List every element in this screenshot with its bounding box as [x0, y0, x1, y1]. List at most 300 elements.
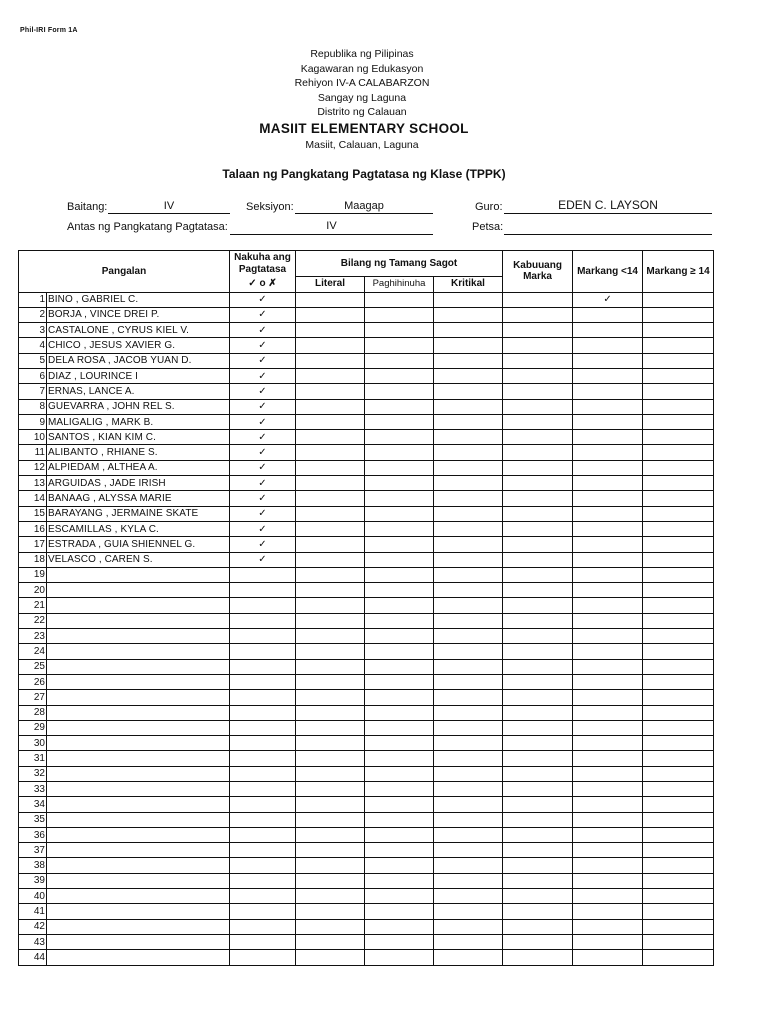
literal-cell: [296, 537, 365, 552]
literal-cell: [296, 613, 365, 628]
paghihinuha-cell: [365, 919, 434, 934]
col-nakuha-sub: ✓ o ✗: [230, 276, 296, 292]
literal-cell: [296, 491, 365, 506]
guro-label: Guro:: [475, 201, 503, 213]
markang-lt14-cell: [573, 736, 643, 751]
table-row: [19, 445, 714, 460]
student-name: [47, 827, 230, 842]
school-address: Masiit, Calauan, Laguna: [305, 139, 419, 151]
kabuuang-cell: [503, 690, 573, 705]
nakuha-cell: [230, 690, 296, 705]
row-number: 8: [19, 399, 47, 414]
antas-line: [230, 234, 433, 235]
guro-line: [504, 213, 712, 214]
petsa-label: Petsa:: [472, 221, 504, 233]
row-number: 4: [19, 338, 47, 353]
student-name: [47, 889, 230, 904]
student-name: [47, 613, 230, 628]
table-row: [19, 430, 714, 445]
table-row: [19, 843, 714, 858]
student-name: DIAZ , LOURINCE I: [47, 368, 230, 383]
literal-cell: [296, 812, 365, 827]
markang-lt14-cell: [573, 537, 643, 552]
markang-lt14-cell: [573, 674, 643, 689]
literal-cell: [296, 414, 365, 429]
literal-cell: [296, 476, 365, 491]
table-row: [19, 919, 714, 934]
table-row: [19, 797, 714, 812]
row-number: 20: [19, 583, 47, 598]
kabuuang-cell: [503, 797, 573, 812]
kabuuang-cell: [503, 476, 573, 491]
kabuuang-cell: [503, 552, 573, 567]
markang-ge14-cell: [643, 812, 714, 827]
literal-cell: [296, 399, 365, 414]
table-row: [19, 613, 714, 628]
row-number: 1: [19, 292, 47, 307]
student-name: [47, 629, 230, 644]
table-row: [19, 736, 714, 751]
table-row: [19, 827, 714, 842]
kabuuang-cell: [503, 445, 573, 460]
kritikal-cell: [434, 904, 503, 919]
table-row: [19, 904, 714, 919]
markang-ge14-cell: [643, 552, 714, 567]
kritikal-cell: [434, 552, 503, 567]
markang-lt14-cell: [573, 414, 643, 429]
table-row: [19, 889, 714, 904]
row-number: 5: [19, 353, 47, 368]
literal-cell: [296, 384, 365, 399]
student-name: DELA ROSA , JACOB YUAN D.: [47, 353, 230, 368]
kabuuang-cell: [503, 736, 573, 751]
markang-lt14-cell: [573, 384, 643, 399]
markang-lt14-cell: [573, 644, 643, 659]
literal-cell: [296, 720, 365, 735]
antas-label: Antas ng Pangkatang Pagtatasa:: [67, 221, 228, 233]
literal-cell: [296, 827, 365, 842]
header-line-kagawaran: Kagawaran ng Edukasyon: [300, 62, 424, 75]
kritikal-cell: [434, 613, 503, 628]
markang-lt14-cell: [573, 368, 643, 383]
table-row: [19, 537, 714, 552]
literal-cell: [296, 919, 365, 934]
markang-lt14-cell: [573, 323, 643, 338]
student-name: BORJA , VINCE DREI P.: [47, 307, 230, 322]
col-pangalan: Pangalan: [19, 251, 230, 293]
student-name: ESCAMILLAS , KYLA C.: [47, 521, 230, 536]
markang-lt14-cell: [573, 445, 643, 460]
literal-cell: [296, 843, 365, 858]
markang-ge14-cell: [643, 827, 714, 842]
kritikal-cell: [434, 353, 503, 368]
markang-ge14-cell: [643, 858, 714, 873]
literal-cell: [296, 430, 365, 445]
paghihinuha-cell: [365, 430, 434, 445]
student-name: [47, 904, 230, 919]
markang-lt14-cell: [573, 873, 643, 888]
kritikal-cell: [434, 414, 503, 429]
kritikal-cell: [434, 445, 503, 460]
row-number: 39: [19, 873, 47, 888]
kritikal-cell: [434, 460, 503, 475]
markang-lt14-cell: [573, 858, 643, 873]
markang-lt14-cell: [573, 353, 643, 368]
kabuuang-cell: [503, 934, 573, 949]
paghihinuha-cell: [365, 598, 434, 613]
row-number: 25: [19, 659, 47, 674]
markang-lt14-cell: [573, 613, 643, 628]
table-row: [19, 506, 714, 521]
markang-lt14-cell: [573, 521, 643, 536]
kritikal-cell: [434, 506, 503, 521]
nakuha-cell: ✓: [230, 445, 296, 460]
kritikal-cell: [434, 476, 503, 491]
tppk-table: [18, 250, 714, 966]
row-number: 28: [19, 705, 47, 720]
kabuuang-cell: [503, 889, 573, 904]
row-number: 15: [19, 506, 47, 521]
nakuha-cell: [230, 782, 296, 797]
student-name: [47, 950, 230, 965]
table-row: [19, 414, 714, 429]
paghihinuha-cell: [365, 674, 434, 689]
paghihinuha-cell: [365, 292, 434, 307]
markang-ge14-cell: [643, 598, 714, 613]
header-line-republika: Republika ng Pilipinas: [310, 48, 414, 60]
markang-ge14-cell: [643, 506, 714, 521]
kritikal-cell: [434, 812, 503, 827]
markang-lt14-cell: [573, 797, 643, 812]
nakuha-cell: [230, 919, 296, 934]
nakuha-cell: ✓: [230, 323, 296, 338]
literal-cell: [296, 629, 365, 644]
markang-ge14-cell: [643, 537, 714, 552]
col-bilang: Bilang ng Tamang Sagot: [296, 251, 503, 277]
markang-ge14-cell: [643, 705, 714, 720]
literal-cell: [296, 353, 365, 368]
row-number: 14: [19, 491, 47, 506]
paghihinuha-cell: [365, 613, 434, 628]
kabuuang-cell: [503, 782, 573, 797]
markang-lt14-cell: [573, 460, 643, 475]
markang-lt14-cell: [573, 567, 643, 582]
kabuuang-cell: [503, 491, 573, 506]
paghihinuha-cell: [365, 567, 434, 582]
markang-ge14-cell: [643, 353, 714, 368]
literal-cell: [296, 934, 365, 949]
student-name: SANTOS , KIAN KIM C.: [47, 430, 230, 445]
paghihinuha-cell: [365, 889, 434, 904]
row-number: 43: [19, 934, 47, 949]
school-name: MASIIT ELEMENTARY SCHOOL: [259, 121, 469, 136]
markang-ge14-cell: [643, 414, 714, 429]
kritikal-cell: [434, 644, 503, 659]
nakuha-cell: [230, 644, 296, 659]
form-title: Talaan ng Pangkatang Pagtatasa ng Klase (TPPK): [222, 167, 506, 181]
student-name: MALIGALIG , MARK B.: [47, 414, 230, 429]
markang-ge14-cell: [643, 384, 714, 399]
student-name: CHICO , JESUS XAVIER G.: [47, 338, 230, 353]
paghihinuha-cell: [365, 782, 434, 797]
markang-ge14-cell: [643, 720, 714, 735]
table-row: [19, 934, 714, 949]
table-row: [19, 323, 714, 338]
kritikal-cell: [434, 292, 503, 307]
kritikal-cell: [434, 782, 503, 797]
markang-ge14-cell: [643, 904, 714, 919]
markang-lt14-cell: [573, 430, 643, 445]
header-line-rehiyon: Rehiyon IV-A CALABARZON: [294, 77, 430, 89]
literal-cell: [296, 858, 365, 873]
paghihinuha-cell: [365, 766, 434, 781]
literal-cell: [296, 521, 365, 536]
paghihinuha-cell: [365, 904, 434, 919]
kabuuang-cell: [503, 705, 573, 720]
kritikal-cell: [434, 323, 503, 338]
row-number: 44: [19, 950, 47, 965]
col-literal: Literal: [296, 276, 365, 292]
nakuha-cell: [230, 583, 296, 598]
table-row: [19, 644, 714, 659]
literal-cell: [296, 583, 365, 598]
markang-ge14-cell: [643, 399, 714, 414]
table-row: [19, 766, 714, 781]
table-row: [19, 460, 714, 475]
table-row: [19, 521, 714, 536]
row-number: 30: [19, 736, 47, 751]
literal-cell: [296, 567, 365, 582]
markang-lt14-cell: [573, 720, 643, 735]
markang-lt14-cell: [573, 690, 643, 705]
seksiyon-label: Seksiyon:: [246, 201, 294, 213]
kabuuang-cell: [503, 567, 573, 582]
col-paghihinuha: Paghihinuha: [365, 276, 434, 292]
kabuuang-cell: [503, 919, 573, 934]
student-name: BINO , GABRIEL C.: [47, 292, 230, 307]
markang-ge14-cell: [643, 567, 714, 582]
paghihinuha-cell: [365, 705, 434, 720]
nakuha-cell: ✓: [230, 353, 296, 368]
kritikal-cell: [434, 843, 503, 858]
kabuuang-cell: [503, 873, 573, 888]
kabuuang-cell: [503, 858, 573, 873]
kritikal-cell: [434, 690, 503, 705]
markang-ge14-cell: [643, 338, 714, 353]
seksiyon-line: [295, 213, 433, 214]
student-name: ESTRADA , GUIA SHIENNEL G.: [47, 537, 230, 552]
row-number: 6: [19, 368, 47, 383]
table-row: [19, 720, 714, 735]
student-name: [47, 674, 230, 689]
nakuha-cell: [230, 889, 296, 904]
row-number: 26: [19, 674, 47, 689]
kritikal-cell: [434, 629, 503, 644]
kabuuang-cell: [503, 766, 573, 781]
student-name: VELASCO , CAREN S.: [47, 552, 230, 567]
nakuha-cell: [230, 797, 296, 812]
literal-cell: [296, 659, 365, 674]
paghihinuha-cell: [365, 797, 434, 812]
kritikal-cell: [434, 384, 503, 399]
nakuha-cell: [230, 751, 296, 766]
table-row: [19, 782, 714, 797]
table-row: [19, 705, 714, 720]
kritikal-cell: [434, 736, 503, 751]
markang-lt14-cell: [573, 919, 643, 934]
row-number: 27: [19, 690, 47, 705]
table-row: [19, 307, 714, 322]
markang-ge14-cell: [643, 674, 714, 689]
kabuuang-cell: [503, 353, 573, 368]
kabuuang-cell: [503, 307, 573, 322]
table-row: [19, 353, 714, 368]
petsa-line: [504, 234, 712, 235]
nakuha-cell: ✓: [230, 552, 296, 567]
table-row: [19, 368, 714, 383]
markang-ge14-cell: [643, 629, 714, 644]
paghihinuha-cell: [365, 445, 434, 460]
kabuuang-cell: [503, 720, 573, 735]
table-row: [19, 552, 714, 567]
paghihinuha-cell: [365, 491, 434, 506]
kritikal-cell: [434, 491, 503, 506]
markang-lt14-cell: [573, 338, 643, 353]
student-name: [47, 843, 230, 858]
student-name: ERNAS, LANCE A.: [47, 384, 230, 399]
markang-lt14-cell: [573, 659, 643, 674]
kabuuang-cell: [503, 827, 573, 842]
row-number: 42: [19, 919, 47, 934]
student-name: [47, 705, 230, 720]
student-name: [47, 598, 230, 613]
markang-lt14-cell: [573, 751, 643, 766]
markang-lt14-cell: [573, 476, 643, 491]
row-number: 33: [19, 782, 47, 797]
table-row: [19, 476, 714, 491]
student-name: [47, 873, 230, 888]
markang-ge14-cell: [643, 521, 714, 536]
literal-cell: [296, 690, 365, 705]
table-row: [19, 659, 714, 674]
col-kritikal: Kritikal: [434, 276, 503, 292]
student-name: [47, 797, 230, 812]
literal-cell: [296, 368, 365, 383]
literal-cell: [296, 705, 365, 720]
kritikal-cell: [434, 674, 503, 689]
markang-ge14-cell: [643, 919, 714, 934]
literal-cell: [296, 460, 365, 475]
row-number: 37: [19, 843, 47, 858]
row-number: 19: [19, 567, 47, 582]
nakuha-cell: ✓: [230, 491, 296, 506]
literal-cell: [296, 674, 365, 689]
table-row: [19, 399, 714, 414]
markang-lt14-cell: [573, 950, 643, 965]
kabuuang-cell: [503, 521, 573, 536]
row-number: 24: [19, 644, 47, 659]
nakuha-cell: [230, 827, 296, 842]
markang-lt14-cell: [573, 843, 643, 858]
kritikal-cell: [434, 950, 503, 965]
markang-ge14-cell: [643, 659, 714, 674]
markang-ge14-cell: [643, 950, 714, 965]
table-row: [19, 629, 714, 644]
markang-ge14-cell: [643, 583, 714, 598]
nakuha-cell: [230, 843, 296, 858]
row-number: 38: [19, 858, 47, 873]
kritikal-cell: [434, 934, 503, 949]
markang-ge14-cell: [643, 873, 714, 888]
literal-cell: [296, 598, 365, 613]
seksiyon-value: Maagap: [344, 200, 384, 212]
markang-ge14-cell: [643, 934, 714, 949]
table-row: [19, 812, 714, 827]
col-markang-lt14: Markang <14: [573, 251, 643, 293]
paghihinuha-cell: [365, 506, 434, 521]
nakuha-cell: [230, 934, 296, 949]
paghihinuha-cell: [365, 323, 434, 338]
markang-lt14-cell: [573, 782, 643, 797]
student-name: [47, 583, 230, 598]
markang-ge14-cell: [643, 368, 714, 383]
paghihinuha-cell: [365, 399, 434, 414]
row-number: 18: [19, 552, 47, 567]
student-name: [47, 644, 230, 659]
paghihinuha-cell: [365, 629, 434, 644]
kabuuang-cell: [503, 812, 573, 827]
table-row: [19, 338, 714, 353]
kritikal-cell: [434, 889, 503, 904]
literal-cell: [296, 904, 365, 919]
student-name: [47, 659, 230, 674]
kabuuang-cell: [503, 414, 573, 429]
markang-ge14-cell: [643, 797, 714, 812]
markang-lt14-cell: [573, 598, 643, 613]
paghihinuha-cell: [365, 950, 434, 965]
kritikal-cell: [434, 537, 503, 552]
kritikal-cell: [434, 399, 503, 414]
paghihinuha-cell: [365, 307, 434, 322]
markang-lt14-cell: [573, 827, 643, 842]
paghihinuha-cell: [365, 873, 434, 888]
paghihinuha-cell: [365, 368, 434, 383]
col-markang-ge14: Markang ≥ 14: [643, 251, 714, 293]
student-name: [47, 919, 230, 934]
paghihinuha-cell: [365, 460, 434, 475]
kritikal-cell: [434, 751, 503, 766]
literal-cell: [296, 782, 365, 797]
guro-value: EDEN C. LAYSON: [558, 198, 658, 212]
row-number: 23: [19, 629, 47, 644]
literal-cell: [296, 445, 365, 460]
nakuha-cell: ✓: [230, 460, 296, 475]
nakuha-cell: ✓: [230, 292, 296, 307]
table-row: [19, 751, 714, 766]
table-row: [19, 384, 714, 399]
nakuha-cell: ✓: [230, 368, 296, 383]
kritikal-cell: [434, 567, 503, 582]
markang-ge14-cell: [643, 307, 714, 322]
nakuha-cell: [230, 598, 296, 613]
student-name: [47, 567, 230, 582]
nakuha-cell: ✓: [230, 430, 296, 445]
kabuuang-cell: [503, 629, 573, 644]
kabuuang-cell: [503, 598, 573, 613]
kritikal-cell: [434, 368, 503, 383]
literal-cell: [296, 644, 365, 659]
markang-ge14-cell: [643, 445, 714, 460]
